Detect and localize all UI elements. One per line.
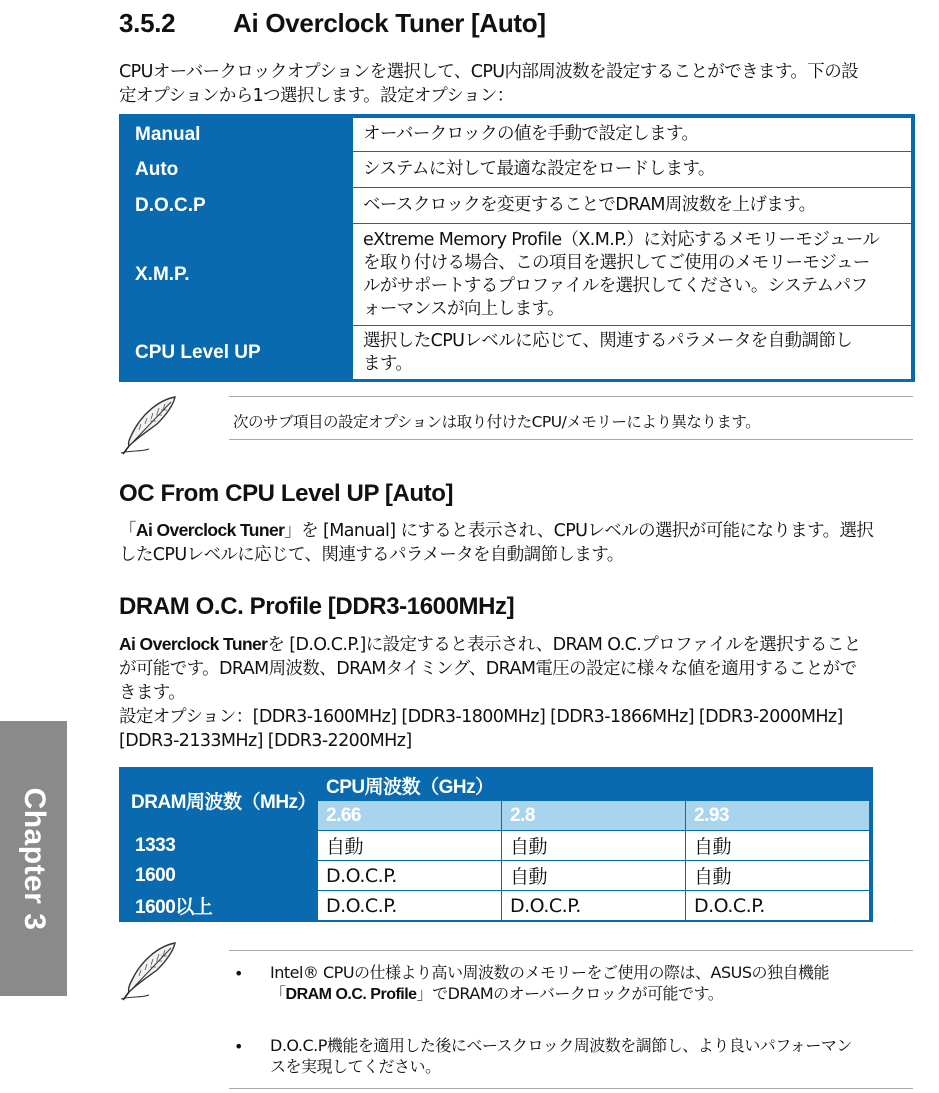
table-row [123,831,870,861]
table-cell: D.O.C.P. [502,891,686,921]
table-row [123,224,912,326]
table-cell: D.O.C.P. [318,891,502,921]
bullet-text: D.O.C.P機能を適用した後にベースクロック周波数を調節し、より良いパフォーマン スを実現してください。 [270,1036,852,1076]
bullet-text: Intel® CPUの仕様より高い周波数のメモリーをご使用の際は、ASUSの独自機能 「DRAM O.C. Profile」でDRAMのオーバークロックが可能です。 [270,963,830,1003]
cpu-freq-header: 2.93 [686,801,870,831]
option-key: D.O.C.P [123,188,353,224]
option-key: Auto [123,152,353,188]
intro-line: 定オプションから1つ選択します。設定オプション： [119,86,514,106]
oc-paragraph [119,518,873,567]
dram-paragraph [119,632,861,753]
paragraph-line: きます。 [119,683,186,703]
bullet: • [234,1037,244,1056]
dram-freq-cell: 1600 [123,861,318,891]
table-row [123,118,912,152]
paragraph-line: が可能です。DRAM周波数、DRAMタイミング、DRAM電圧の設定に様々な値を適用することがで [119,659,857,679]
option-desc: システムに対して最適な設定をロードします。 [353,152,912,188]
option-desc: eXtreme Memory Profile（X.M.P.）に対応するメモリーモジュール を取り付ける場合、この項目を選択してご使用のメモリーモジュー ルがサポートするプロファイルを選択してください。システムパフ ォーマンスが向上します。 [353,224,912,326]
option-key: X.M.P. [123,224,353,326]
table-row [123,891,870,921]
intro-paragraph [119,60,858,108]
divider [229,1088,913,1089]
table-cell: 自動 [318,831,502,861]
row-header-cell: DRAM周波数（MHz） [123,771,318,831]
column-group-header: CPU周波数（GHz） [318,771,870,801]
table-cell: D.O.C.P. [318,861,502,891]
bullet: • [234,964,244,983]
cpu-freq-header: 2.66 [318,801,502,831]
dram-freq-cell: 1600以上 [123,891,318,921]
cpu-freq-header: 2.8 [502,801,686,831]
option-desc: 選択したCPUレベルに応じて、関連するパラメータを自動調節し ます。 [353,326,912,380]
table-row [123,861,870,891]
note-text: 次のサブ項目の設定オプションは取り付けたCPU/メモリーにより異なります。 [233,413,761,431]
chapter-tab [0,721,67,996]
intro-line: CPUオーバークロックオプションを選択して、CPU内部周波数を設定することができます。下の設 [119,62,859,82]
quill-pen-icon [119,940,181,1002]
table-cell: 自動 [686,831,870,861]
table-row [123,188,912,224]
paragraph-line: 「Ai Overclock Tuner」を [Manual] にすると表示され、CPUレベルの選択が可能になります。選択 [119,520,874,541]
option-desc: オーバークロックの値を手動で設定します。 [353,118,912,152]
bold-term: Ai Overclock Tuner [119,634,268,654]
table-cell: 自動 [502,831,686,861]
paragraph-line: Ai Overclock Tunerを [D.O.C.P.]に設定すると表示され、DRAM O.C.プロファイルを選択すること [119,634,861,655]
section-heading [119,8,546,39]
divider [229,950,913,951]
table-header-row [123,771,870,801]
subsection-heading: DRAM O.C. Profile [DDR3-1600MHz] [119,593,515,620]
bold-term: DRAM O.C. Profile [285,986,417,1003]
section-number: 3.5.2 [119,8,176,38]
table-cell: D.O.C.P. [686,891,870,921]
dram-frequency-table [119,767,873,922]
options-table [119,114,915,382]
option-key: CPU Level UP [123,326,353,380]
section-title: Ai Overclock Tuner [Auto] [233,8,546,38]
bold-term: Ai Overclock Tuner [135,520,285,540]
table-row [123,326,912,380]
paragraph-line: [DDR3-2133MHz] [DDR3-2200MHz] [119,731,412,751]
chapter-label: Chapter 3 [17,787,51,930]
divider [229,439,913,440]
paragraph-line: したCPUレベルに応じて、関連するパラメータを自動調節します。 [119,545,624,565]
paragraph-line: 設定オプション：[DDR3-1600MHz] [DDR3-1800MHz] [DDR3-1866MHz] [DDR3-2000MHz] [119,707,843,727]
option-key: Manual [123,118,353,152]
subsection-heading: OC From CPU Level UP [Auto] [119,480,454,507]
option-desc: ベースクロックを変更することでDRAM周波数を上げます。 [353,188,912,224]
table-cell: 自動 [686,861,870,891]
table-row [123,152,912,188]
divider [229,396,913,397]
quill-pen-icon [119,394,181,456]
table-cell: 自動 [502,861,686,891]
note-box [119,396,913,460]
dram-freq-cell: 1333 [123,831,318,861]
